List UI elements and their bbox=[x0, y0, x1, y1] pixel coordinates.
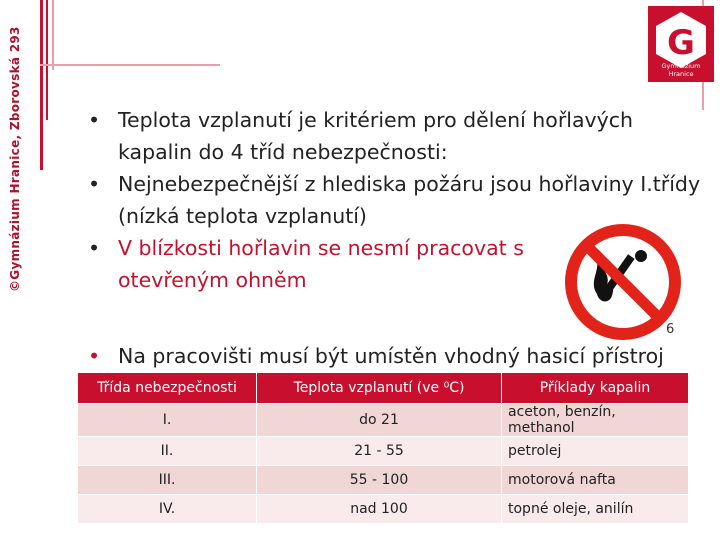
cell-flash-point: 21 - 55 bbox=[257, 437, 502, 466]
table-row bbox=[78, 437, 689, 466]
cell-class: IV. bbox=[78, 495, 257, 524]
cell-flash-point: do 21 bbox=[257, 404, 502, 437]
bullet-item-fire-extinguisher: • Na pracovišti musí být umístěn vhodný hasicí přístroj bbox=[88, 340, 664, 372]
table-row bbox=[78, 466, 689, 495]
flammability-table bbox=[77, 372, 689, 524]
table-row bbox=[78, 404, 689, 437]
header-examples: Příklady kapalin bbox=[502, 373, 689, 404]
page-number: 6 bbox=[666, 322, 675, 337]
cell-flash-point: 55 - 100 bbox=[257, 466, 502, 495]
cell-class: II. bbox=[78, 437, 257, 466]
table-header-row bbox=[78, 373, 689, 404]
header-flash-point: Teplota vzplanutí (ve ⁰C) bbox=[257, 373, 502, 404]
frame-line-left-3 bbox=[52, 0, 54, 70]
cell-flash-point: nad 100 bbox=[257, 495, 502, 524]
frame-line-top bbox=[40, 64, 220, 66]
bullet-item: • Teplota vzplanutí je kritériem pro dělení hořlavých kapalin do 4 tříd nebezpečnosti: bbox=[88, 104, 708, 168]
logo-line2: Hranice bbox=[668, 70, 694, 78]
logo-line1: Gymnázium bbox=[661, 62, 701, 70]
logo-letter: G bbox=[667, 23, 695, 63]
cell-examples: aceton, benzín, methanol bbox=[502, 404, 689, 437]
header-class: Třída nebezpečnosti bbox=[78, 373, 257, 404]
cell-examples: petrolej bbox=[502, 437, 689, 466]
cell-class: I. bbox=[78, 404, 257, 437]
bullet-item: • V blízkosti hořlavin se nesmí pracovat s otevřeným ohněm bbox=[88, 232, 548, 296]
bullet-item: • Nejnebezpečnější z hlediska požáru jsou hořlaviny I.třídy (nízká teplota vzplanutí) bbox=[88, 168, 708, 232]
cell-class: III. bbox=[78, 466, 257, 495]
cell-examples: motorová nafta bbox=[502, 466, 689, 495]
frame-line-left-1 bbox=[40, 0, 43, 170]
vertical-copyright: ©Gymnázium Hranice, Zborovská 293 bbox=[8, 26, 22, 292]
no-open-flame-icon bbox=[563, 222, 683, 342]
frame-line-left-2 bbox=[46, 0, 48, 120]
cell-examples: topné oleje, anilín bbox=[502, 495, 689, 524]
table-row bbox=[78, 495, 689, 524]
